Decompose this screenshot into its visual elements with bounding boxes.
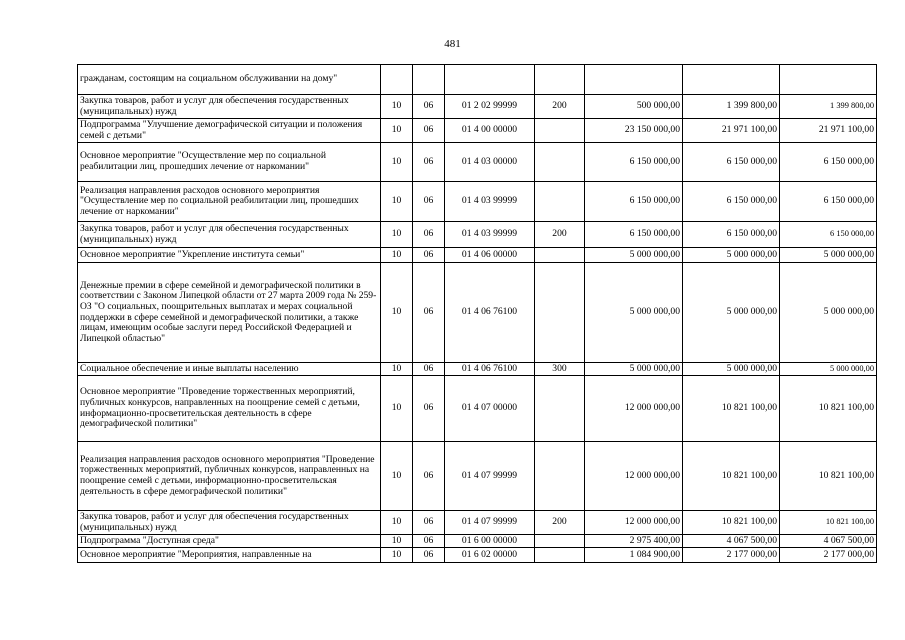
cell-sum-2: 6 150 000,00 [683, 143, 780, 182]
cell-target-article: 01 4 07 00000 [445, 376, 535, 442]
cell-sum-1: 5 000 000,00 [585, 363, 683, 376]
cell-sum-1: 500 000,00 [585, 95, 683, 119]
cell-section: 10 [381, 248, 413, 263]
budget-table [77, 64, 877, 563]
cell-target-article: 01 4 03 99999 [445, 182, 535, 222]
table-row [78, 143, 877, 182]
cell-subsection: 06 [413, 263, 445, 363]
cell-section: 10 [381, 363, 413, 376]
table-row [78, 511, 877, 535]
cell-section: 10 [381, 119, 413, 143]
cell-sum-2 [683, 65, 780, 95]
table-row [78, 263, 877, 363]
table-row [78, 182, 877, 222]
cell-sum-3: 21 971 100,00 [780, 119, 877, 143]
cell-expense-type [535, 442, 585, 511]
cell-target-article: 01 4 03 99999 [445, 222, 535, 248]
cell-sum-1: 12 000 000,00 [585, 376, 683, 442]
cell-expense-type [535, 548, 585, 563]
table-row [78, 248, 877, 263]
table-row [78, 95, 877, 119]
cell-sum-2: 1 399 800,00 [683, 95, 780, 119]
cell-sum-1: 6 150 000,00 [585, 143, 683, 182]
cell-name: Закупка товаров, работ и услуг для обеспечения государственных (муниципальных) нужд [78, 95, 381, 119]
cell-sum-1: 5 000 000,00 [585, 248, 683, 263]
table-row [78, 119, 877, 143]
cell-section: 10 [381, 376, 413, 442]
cell-name: Закупка товаров, работ и услуг для обеспечения государственных (муниципальных) нужд [78, 511, 381, 535]
cell-name: Социальное обеспечение и иные выплаты населению [78, 363, 381, 376]
cell-subsection: 06 [413, 376, 445, 442]
cell-sum-3: 6 150 000,00 [780, 182, 877, 222]
cell-section: 10 [381, 143, 413, 182]
cell-section: 10 [381, 535, 413, 548]
cell-section: 10 [381, 222, 413, 248]
cell-sum-2: 4 067 500,00 [683, 535, 780, 548]
cell-sum-3: 1 399 800,00 [780, 95, 877, 119]
cell-target-article: 01 6 02 00000 [445, 548, 535, 563]
cell-section: 10 [381, 548, 413, 563]
cell-sum-1: 12 000 000,00 [585, 511, 683, 535]
cell-sum-2: 10 821 100,00 [683, 376, 780, 442]
cell-section: 10 [381, 182, 413, 222]
cell-sum-3: 10 821 100,00 [780, 511, 877, 535]
cell-sum-2: 6 150 000,00 [683, 222, 780, 248]
cell-sum-1: 6 150 000,00 [585, 222, 683, 248]
cell-expense-type [535, 376, 585, 442]
cell-expense-type: 200 [535, 95, 585, 119]
cell-expense-type [535, 248, 585, 263]
cell-sum-2: 6 150 000,00 [683, 182, 780, 222]
cell-subsection: 06 [413, 222, 445, 248]
cell-target-article: 01 4 07 99999 [445, 442, 535, 511]
cell-expense-type [535, 65, 585, 95]
cell-sum-3: 6 150 000,00 [780, 222, 877, 248]
cell-section: 10 [381, 442, 413, 511]
cell-section: 10 [381, 511, 413, 535]
cell-sum-3: 6 150 000,00 [780, 143, 877, 182]
cell-target-article [445, 65, 535, 95]
cell-sum-1 [585, 65, 683, 95]
cell-sum-2: 5 000 000,00 [683, 248, 780, 263]
cell-name: Закупка товаров, работ и услуг для обеспечения государственных (муниципальных) нужд [78, 222, 381, 248]
cell-sum-2: 10 821 100,00 [683, 511, 780, 535]
cell-subsection: 06 [413, 363, 445, 376]
cell-name: Подпрограмма "Улучшение демографической ситуации и положения семей с детьми" [78, 119, 381, 143]
table-row [78, 65, 877, 95]
cell-expense-type: 200 [535, 511, 585, 535]
cell-target-article: 01 6 00 00000 [445, 535, 535, 548]
cell-subsection: 06 [413, 143, 445, 182]
cell-expense-type: 300 [535, 363, 585, 376]
cell-sum-2: 21 971 100,00 [683, 119, 780, 143]
cell-expense-type [535, 535, 585, 548]
cell-section: 10 [381, 95, 413, 119]
cell-expense-type [535, 263, 585, 363]
cell-expense-type [535, 119, 585, 143]
cell-sum-3: 4 067 500,00 [780, 535, 877, 548]
table-row [78, 376, 877, 442]
cell-expense-type [535, 143, 585, 182]
cell-name: Основное мероприятие "Мероприятия, направленные на [78, 548, 381, 563]
cell-subsection: 06 [413, 442, 445, 511]
cell-sum-1: 5 000 000,00 [585, 263, 683, 363]
cell-section: 10 [381, 263, 413, 363]
table-body [78, 65, 877, 563]
cell-subsection: 06 [413, 119, 445, 143]
table-row [78, 363, 877, 376]
cell-sum-3: 5 000 000,00 [780, 263, 877, 363]
cell-name: Денежные премии в сфере семейной и демографической политики в соответствии с Законом Липецкой области от 27 марта 2009 года № 259-ОЗ "О социальных, поощрительных выплатах и мерах социальной поддержки в сфере семейной и демографической политики, а также лицам, имеющим особые заслуги перед Российской Федерацией и Липецкой областью" [78, 263, 381, 363]
table-row [78, 222, 877, 248]
cell-sum-2: 2 177 000,00 [683, 548, 780, 563]
cell-subsection: 06 [413, 548, 445, 563]
cell-target-article: 01 4 07 99999 [445, 511, 535, 535]
cell-target-article: 01 4 06 76100 [445, 363, 535, 376]
cell-section [381, 65, 413, 95]
cell-name: Реализация направления расходов основного мероприятия "Осуществление мер по социальной реабилитации лиц, прошедших лечение от наркомании" [78, 182, 381, 222]
cell-name: Основное мероприятие "Укрепление института семьи" [78, 248, 381, 263]
cell-target-article: 01 4 06 00000 [445, 248, 535, 263]
cell-target-article: 01 4 03 00000 [445, 143, 535, 182]
cell-name: Подпрограмма "Доступная среда" [78, 535, 381, 548]
cell-sum-3: 2 177 000,00 [780, 548, 877, 563]
cell-sum-1: 23 150 000,00 [585, 119, 683, 143]
cell-subsection: 06 [413, 95, 445, 119]
cell-subsection: 06 [413, 248, 445, 263]
cell-name: Основное мероприятие "Осуществление мер по социальной реабилитации лиц, прошедших лечение от наркомании" [78, 143, 381, 182]
cell-sum-1: 1 084 900,00 [585, 548, 683, 563]
page-number: 481 [444, 38, 461, 50]
cell-sum-3 [780, 65, 877, 95]
cell-sum-3: 10 821 100,00 [780, 376, 877, 442]
table-row [78, 442, 877, 511]
cell-sum-1: 6 150 000,00 [585, 182, 683, 222]
cell-sum-1: 12 000 000,00 [585, 442, 683, 511]
cell-name: гражданам, состоящим на социальном обслуживании на дому" [78, 65, 381, 95]
cell-sum-2: 10 821 100,00 [683, 442, 780, 511]
cell-sum-3: 5 000 000,00 [780, 248, 877, 263]
cell-expense-type [535, 182, 585, 222]
cell-name: Основное мероприятие "Проведение торжественных мероприятий, публичных конкурсов, направленных на поощрение семей с детьми, информационно-просветительская деятельность в сфере демографической политики" [78, 376, 381, 442]
cell-sum-2: 5 000 000,00 [683, 363, 780, 376]
cell-sum-3: 10 821 100,00 [780, 442, 877, 511]
cell-target-article: 01 2 02 99999 [445, 95, 535, 119]
cell-name: Реализация направления расходов основного мероприятия "Проведение торжественных мероприятий, публичных конкурсов, направленных на поощрение семей с детьми, информационно-просветительская деятельность в сфере демографической политики" [78, 442, 381, 511]
cell-subsection: 06 [413, 535, 445, 548]
cell-target-article: 01 4 06 76100 [445, 263, 535, 363]
cell-sum-3: 5 000 000,00 [780, 363, 877, 376]
cell-sum-2: 5 000 000,00 [683, 263, 780, 363]
cell-subsection [413, 65, 445, 95]
cell-sum-1: 2 975 400,00 [585, 535, 683, 548]
cell-subsection: 06 [413, 182, 445, 222]
cell-target-article: 01 4 00 00000 [445, 119, 535, 143]
table-row [78, 548, 877, 563]
cell-subsection: 06 [413, 511, 445, 535]
table-row [78, 535, 877, 548]
cell-expense-type: 200 [535, 222, 585, 248]
